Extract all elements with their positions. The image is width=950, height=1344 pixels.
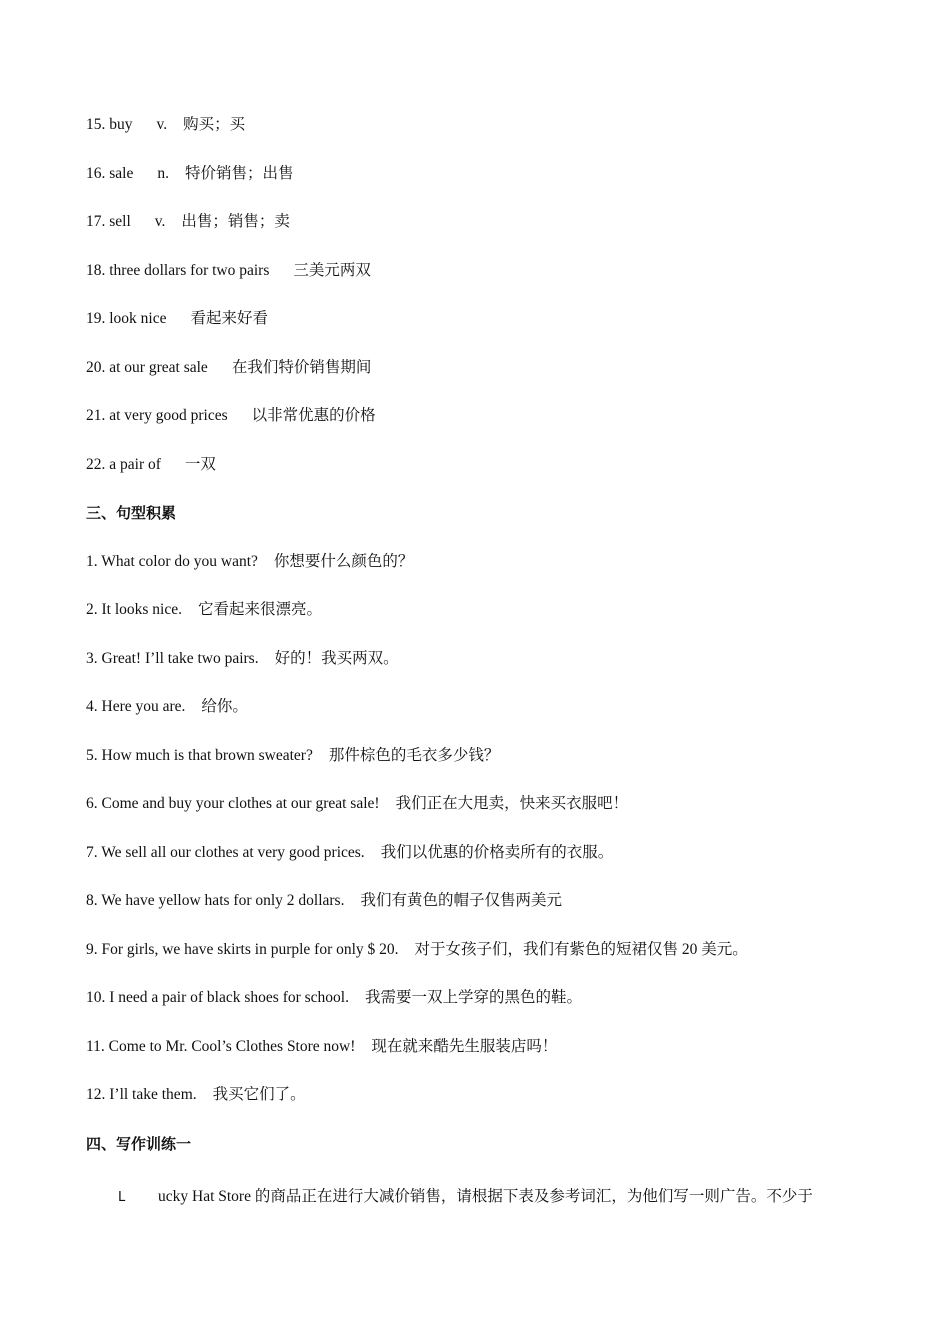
sentence-zh: 现在就来酷先生服装店吗！ [371,1038,558,1055]
sentence-item [86,552,413,572]
vocab-pos: n. [157,165,169,182]
sentence-item [86,1037,557,1057]
vocab-en: 18. three dollars for two pairs [86,262,270,279]
vocab-pos: v. [154,213,166,230]
sentence-en: 10. I need a pair of black shoes for school. [86,989,349,1006]
sentence-en: 12. I’ll take them. [86,1086,197,1103]
vocab-item [86,212,290,232]
vocab-zh: 三美元两双 [293,262,371,279]
sentence-en: 6. Come and buy your clothes at our great sale! [86,795,380,812]
vocab-zh: 购买；买 [183,116,246,133]
sentence-zh: 我需要一双上学穿的黑色的鞋。 [365,989,583,1006]
vocab-en: 20. at our great sale [86,359,208,376]
sentence-item [86,649,399,669]
sentence-item [86,843,613,863]
sentence-zh: 你想要什么颜色的？ [273,553,414,570]
vocab-zh: 以非常优惠的价格 [251,407,376,424]
sentence-zh: 它看起来很漂亮。 [198,601,323,618]
sentence-en: 7. We sell all our clothes at very good prices. [86,844,365,861]
sentence-zh: 我们正在大甩卖，快来买衣服吧！ [395,795,629,812]
vocab-en: 15. buy [86,116,133,133]
sentence-en: 3. Great! I’ll take two pairs. [86,650,259,667]
vocab-en: 17. sell [86,213,131,230]
section-heading-sentences: 三、句型积累 [86,504,177,522]
sentence-item [86,746,499,766]
sentence-zh: 好的！我买两双。 [274,650,399,667]
sentence-item [86,988,582,1008]
prompt-text: ucky Hat Store 的商品正在进行大减价销售，请根据下表及参考词汇，为他们写一则广告。不少于 [158,1188,813,1205]
vocab-zh: 看起来好看 [190,310,269,327]
prompt-initial: L [118,1190,126,1205]
vocab-en: 22. a pair of [86,456,161,473]
sentence-zh: 我买它们了。 [212,1086,306,1103]
sentence-item [86,697,248,717]
sentence-en: 5. How much is that brown sweater? [86,747,313,764]
vocab-pos: v. [156,116,168,133]
vocab-item [86,164,294,184]
vocab-en: 19. look nice [86,310,167,327]
vocab-zh: 特价销售；出售 [184,165,294,182]
vocab-zh: 出售；销售；卖 [181,213,290,230]
sentence-item [86,891,562,911]
vocab-item [86,115,245,135]
writing-prompt [118,1187,813,1208]
sentence-en: 11. Come to Mr. Cool’s Clothes Store now! [86,1038,356,1055]
sentence-item [86,940,748,960]
sentence-en: 2. It looks nice. [86,601,182,618]
vocab-item [86,406,376,426]
vocab-item [86,455,216,475]
vocab-en: 21. at very good prices [86,407,228,424]
vocab-item [86,261,371,281]
sentence-en: 4. Here you are. [86,698,186,715]
sentence-en: 1. What color do you want? [86,553,258,570]
vocab-item [86,309,268,329]
sentence-zh: 我们有黄色的帽子仅售两美元 [360,892,562,909]
vocab-zh: 一双 [184,456,216,473]
sentence-zh: 我们以优惠的价格卖所有的衣服。 [380,844,614,861]
sentence-zh: 对于女孩子们，我们有紫色的短裙仅售 20 美元。 [414,941,748,958]
sentence-item [86,794,628,814]
sentence-en: 9. For girls, we have skirts in purple for only $ 20. [86,941,399,958]
sentence-item [86,1085,306,1105]
vocab-item [86,358,371,378]
sentence-zh: 给你。 [201,698,248,715]
vocab-en: 16. sale [86,165,134,182]
vocab-zh: 在我们特价销售期间 [231,359,372,376]
sentence-item [86,600,322,620]
section-heading-writing: 四、写作训练一 [86,1135,192,1153]
sentence-en: 8. We have yellow hats for only 2 dollars. [86,892,345,909]
sentence-zh: 那件棕色的毛衣多少钱？ [328,747,500,764]
